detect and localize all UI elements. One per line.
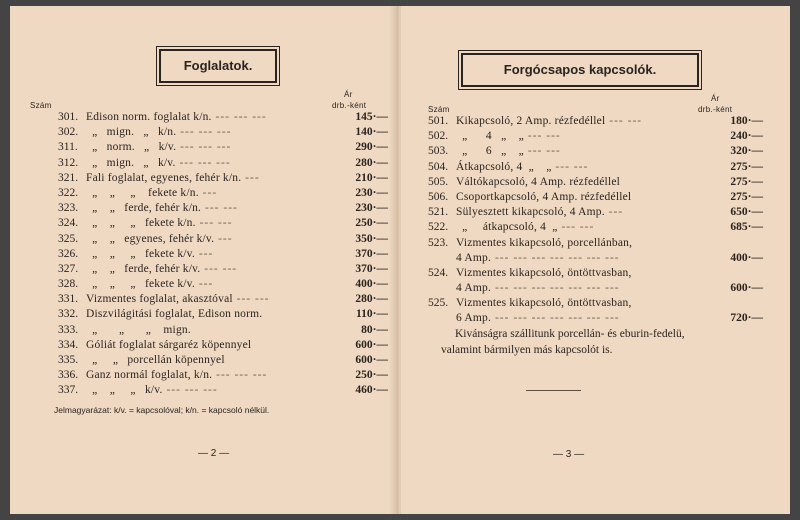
item-description: Vizmentes kikapcsoló, öntöttvasban,: [456, 266, 632, 279]
leader-dots: ---: [198, 186, 218, 199]
gutter-shadow: [389, 6, 397, 514]
leader-dots: ---: [194, 247, 214, 260]
leader-dots: --- --- ---: [211, 111, 267, 123]
table-row: [58, 277, 388, 292]
item-number: 301.: [58, 111, 79, 123]
item-number: 525.: [428, 297, 449, 310]
table-row: [428, 296, 763, 311]
column-header-number: Szám: [30, 101, 52, 110]
item-price: 110·—: [356, 308, 388, 321]
table-row: [58, 368, 388, 383]
legend: Jelmagyarázat: k/v. = kapcsolóval; k/n. = kapcsoló nélkül.: [54, 405, 270, 415]
table-row: [428, 251, 763, 266]
item-price: 600·—: [355, 354, 388, 366]
item-price: 210·—: [355, 171, 388, 184]
item-number: 334.: [58, 338, 79, 351]
item-price: 685·—: [730, 221, 763, 234]
leader-dots: ---: [604, 206, 624, 219]
item-price: 180·—: [730, 115, 763, 127]
item-description: Vizmentes foglalat, akasztóval: [86, 293, 233, 306]
price-list: [58, 110, 388, 399]
item-description: „ „ ferde, fehér k/n.: [86, 202, 202, 215]
table-row: [428, 144, 763, 159]
table-row: [428, 311, 763, 326]
item-description: „ mign. „ k/n.: [86, 126, 177, 139]
page-number: — 3 —: [553, 449, 585, 460]
item-number: 522.: [428, 221, 449, 234]
item-price: 400·—: [355, 278, 388, 291]
column-header-price: Ár: [711, 94, 720, 103]
leader-dots: --- --- --- --- --- --- ---: [491, 251, 620, 264]
item-description: „ 6 „ „: [456, 145, 524, 158]
column-header-price-unit: drb.-ként: [332, 101, 367, 110]
item-price: 230·—: [355, 186, 388, 199]
table-row: [428, 281, 763, 296]
item-price: 720·—: [730, 312, 763, 325]
item-description: 4 Amp.: [456, 251, 492, 264]
table-row: [58, 247, 388, 262]
item-number: 302.: [58, 126, 79, 139]
item-number: 521.: [428, 206, 449, 219]
item-description: Kikapcsoló, 2 Amp. rézfedéllel: [456, 115, 606, 127]
item-number: 331.: [58, 293, 79, 306]
item-number: 504.: [428, 160, 449, 173]
left-page: [10, 6, 399, 514]
item-price: 275·—: [730, 175, 763, 188]
item-description: Diszvilágitási foglalat, Edison norm.: [86, 308, 263, 321]
page-number: — 2 —: [198, 448, 230, 459]
table-row: [58, 292, 388, 307]
item-price: 280·—: [355, 156, 388, 169]
item-description: 6 Amp.: [456, 312, 492, 325]
item-price: 600·—: [355, 338, 388, 351]
item-number: 327.: [58, 262, 79, 275]
item-description: Átkapcsoló, 4 „ „: [456, 160, 552, 173]
item-price: 290·—: [355, 141, 388, 154]
table-row: [58, 140, 388, 155]
leader-dots: --- ---: [524, 130, 561, 143]
item-number: 321.: [58, 171, 79, 184]
item-description: „ „ „ fekete k/v.: [86, 247, 195, 260]
item-price: 250·—: [355, 217, 388, 230]
table-row: [58, 156, 388, 171]
leader-dots: ---: [194, 278, 214, 291]
item-number: 322.: [58, 186, 79, 199]
table-row: [58, 216, 388, 231]
item-description: „ „ „ mign.: [86, 323, 191, 336]
item-number: 503.: [428, 145, 449, 158]
item-description: Vizmentes kikapcsoló, porcellánban,: [456, 236, 633, 249]
item-number: 502.: [428, 130, 449, 143]
item-number: 523.: [428, 236, 449, 249]
item-number: 505.: [428, 175, 449, 188]
item-number: 333.: [58, 323, 79, 336]
item-price: 650·—: [730, 206, 763, 219]
item-number: 326.: [58, 247, 79, 260]
table-row: [58, 201, 388, 216]
item-price: 140·—: [355, 126, 388, 139]
item-price: 80·—: [361, 323, 388, 336]
item-description: Csoportkapcsoló, 4 Amp. rézfedéllel: [456, 190, 632, 203]
leader-dots: --- ---: [195, 217, 233, 230]
leader-dots: ---: [214, 232, 233, 245]
table-row: [428, 266, 763, 281]
item-price: 275·—: [730, 190, 763, 203]
table-row: [428, 175, 763, 190]
table-row: [58, 232, 388, 247]
item-description: Edison norm. foglalat k/n.: [86, 111, 212, 123]
item-price: 370·—: [355, 262, 388, 275]
item-description: „ „ „ fekete k/n.: [86, 217, 196, 230]
leader-dots: --- --- ---: [176, 126, 232, 139]
item-price: 370·—: [355, 247, 388, 260]
item-number: 324.: [58, 217, 79, 230]
leader-dots: --- ---: [524, 145, 561, 158]
table-row: [428, 190, 763, 205]
table-row: [428, 160, 763, 175]
item-number: 312.: [58, 156, 79, 169]
item-number: 325.: [58, 232, 79, 245]
leader-dots: --- ---: [551, 160, 589, 173]
leader-dots: --- ---: [605, 115, 643, 127]
item-price: 320·—: [730, 145, 763, 158]
table-row: [428, 236, 763, 251]
item-number: 336.: [58, 369, 79, 382]
item-number: 335.: [58, 354, 79, 366]
item-price: 145·—: [355, 111, 388, 123]
table-row: [428, 220, 763, 235]
item-description: „ „ ferde, fehér k/v.: [86, 262, 201, 275]
note-paragraph: Kivánságra szállitunk porcellán- és eburin-fedelü, valamint bármilyen más kapcsolót is.: [441, 328, 685, 356]
item-price: 280·—: [355, 293, 388, 306]
leader-dots: --- ---: [232, 293, 270, 306]
table-row: [58, 338, 388, 353]
table-row: [58, 186, 388, 201]
column-header-price-unit: drb.-ként: [698, 105, 733, 114]
item-description: Sülyesztett kikapcsoló, 4 Amp.: [456, 206, 605, 219]
page-title: Foglalatok.: [159, 49, 277, 83]
item-price: 400·—: [730, 251, 763, 264]
table-row: [428, 114, 763, 129]
item-price: 250·—: [355, 369, 388, 382]
item-number: 501.: [428, 115, 449, 127]
item-price: 275·—: [730, 160, 763, 173]
leader-dots: --- --- --- --- --- --- ---: [491, 312, 620, 325]
column-header-price: Ár: [344, 90, 353, 99]
item-number: 524.: [428, 266, 449, 279]
item-description: Ganz normál foglalat, k/n.: [86, 369, 213, 382]
item-description: Fali foglalat, egyenes, fehér k/n.: [86, 171, 242, 184]
table-row: [58, 171, 388, 186]
item-description: Váltókapcsoló, 4 Amp. rézfedéllel: [456, 175, 621, 188]
table-row: [58, 353, 388, 368]
column-header-number: Szám: [428, 105, 450, 114]
table-row: [58, 323, 388, 338]
leader-dots: --- --- ---: [212, 369, 268, 382]
item-description: „ mign. „ k/v.: [86, 156, 176, 169]
item-description: „ 4 „ „: [456, 130, 524, 143]
item-description: „ „ „ fekete k/v.: [86, 278, 195, 291]
table-row: [58, 383, 388, 398]
leader-dots: --- --- ---: [162, 384, 218, 397]
leader-dots: --- ---: [201, 202, 238, 215]
item-description: „ „ porcellán köpennyel: [86, 354, 225, 366]
leader-dots: ---: [241, 171, 260, 184]
item-price: 230·—: [355, 202, 388, 215]
item-price: 600·—: [730, 282, 763, 295]
price-list: [428, 114, 763, 327]
table-row: [428, 205, 763, 220]
item-number: 506.: [428, 190, 449, 203]
separator-rule: [526, 390, 581, 391]
item-price: 460·—: [355, 384, 388, 397]
item-description: Vizmentes kikapcsoló, öntöttvasban,: [456, 297, 632, 310]
item-price: 350·—: [355, 232, 388, 245]
item-price: 240·—: [730, 130, 763, 143]
item-description: „ „ egyenes, fehér k/v.: [86, 232, 215, 245]
table-row: [428, 129, 763, 144]
item-description: Góliát foglalat sárgaréz köpennyel: [86, 338, 252, 351]
item-description: „ „ „ fekete k/n.: [86, 186, 199, 199]
item-number: 311.: [58, 141, 78, 154]
table-row: [58, 262, 388, 277]
item-description: „ „ „ k/v.: [86, 384, 163, 397]
item-number: 328.: [58, 278, 79, 291]
leader-dots: --- --- --- --- --- --- ---: [491, 282, 620, 295]
page-title: Forgócsapos kapcsolók.: [461, 53, 699, 87]
item-description: „ átkapcsoló, 4 „: [456, 221, 558, 234]
item-number: 323.: [58, 202, 79, 215]
right-page: [401, 6, 790, 514]
leader-dots: --- ---: [557, 221, 595, 234]
item-number: 332.: [58, 308, 79, 321]
table-row: [58, 125, 388, 140]
item-description: „ norm. „ k/v.: [86, 141, 177, 154]
leader-dots: --- --- ---: [175, 156, 231, 169]
table-row: [58, 307, 388, 322]
leader-dots: --- ---: [200, 262, 238, 275]
leader-dots: --- --- ---: [176, 141, 232, 154]
table-row: [58, 110, 388, 125]
item-description: 4 Amp.: [456, 282, 492, 295]
item-number: 337.: [58, 384, 79, 397]
